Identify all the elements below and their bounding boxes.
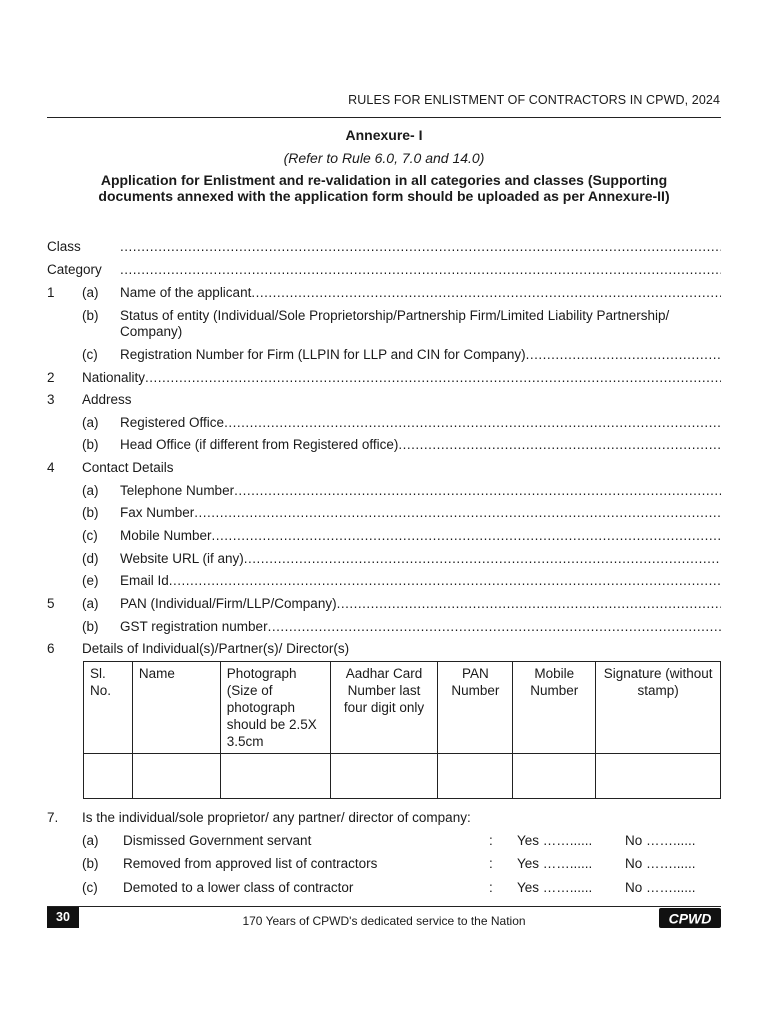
address-label: Address [82,392,132,407]
table-header-cell: Name [132,662,220,754]
registered-office-fill-line[interactable] [224,415,721,431]
details-label: Details of Individual(s)/Partner(s)/ Director(s) [82,641,350,656]
header-title: RULES FOR ENLISTMENT OF CONTRACTORS IN CPWD, 2024 [348,93,720,107]
item-number: 5 [47,596,55,611]
footer-divider [47,906,721,907]
yes-option[interactable]: Yes ……...... [517,833,593,848]
question-item-text: Demoted to a lower class of contractor [123,880,354,895]
pan-label: PAN (Individual/Firm/LLP/Company) [120,596,337,611]
pan-fill-line[interactable] [337,596,721,612]
footer-tagline: 170 Years of CPWD's dedicated service to the Nation [242,914,526,928]
class-label: Class [47,239,81,254]
nationality-label: Nationality [82,370,146,385]
table-header-cell: Aadhar Card Number last four digit only [330,662,438,754]
page-number: 30 [47,907,79,928]
category-label: Category [47,262,102,277]
registered-office-label: Registered Office [120,415,225,430]
sub-item-label: (b) [82,856,99,871]
table-header-cell: Photograph (Size of photograph should be 2.5X 3.5cm [220,662,330,754]
colon-separator: : [489,880,493,895]
contact-details-label: Contact Details [82,460,174,475]
no-option[interactable]: No ……...... [625,833,696,848]
table-cell[interactable] [438,754,513,799]
yes-option[interactable]: Yes ……...... [517,856,593,871]
sub-item-label: (a) [82,415,99,430]
sub-item-label: (a) [82,833,99,848]
sub-item-label: (a) [82,596,99,611]
item-number: 2 [47,370,55,385]
table-cell[interactable] [220,754,330,799]
entity-status-field[interactable] [47,308,721,342]
table-cell[interactable] [84,754,133,799]
table-cell[interactable] [330,754,438,799]
applicant-name-label: Name of the applicant [120,285,252,300]
class-fill-line[interactable] [120,239,721,255]
sub-item-label: (c) [82,528,98,543]
annexure-heading: Application for Enlistment and re-validation in all categories and classes (Supporting documents annexed with the application form should be uploaded as per Annexure-II) [98,172,670,204]
details-table [83,661,721,799]
mobile-label: Mobile Number [120,528,212,543]
sub-item-label: (c) [82,347,98,362]
sub-item-label: (e) [82,573,99,588]
no-option[interactable]: No ……...... [625,856,696,871]
table-header-cell: PAN Number [438,662,513,754]
header-divider [47,117,721,118]
table-header-cell: Mobile Number [513,662,596,754]
email-fill-line[interactable] [169,573,721,589]
sub-item-label: (a) [82,483,99,498]
table-header-cell: Signature (without stamp) [596,662,721,754]
item-number: 1 [47,285,55,300]
sub-item-label: (b) [82,437,99,452]
fax-fill-line[interactable] [194,505,721,521]
sub-item-label: (d) [82,551,99,566]
question-7-text: Is the individual/sole proprietor/ any partner/ director of company: [82,810,471,825]
mobile-fill-line[interactable] [212,528,721,544]
annexure-title: Annexure- I [345,127,423,143]
table-cell[interactable] [596,754,721,799]
colon-separator: : [489,856,493,871]
cpwd-logo-icon [659,908,721,928]
item-number: 7. [47,810,59,825]
yes-option[interactable]: Yes ……...... [517,880,593,895]
website-fill-line[interactable] [244,551,721,567]
sub-item-label: (b) [82,505,99,520]
head-office-label: Head Office (if different from Registered office) [120,437,399,452]
category-fill-line[interactable] [120,262,721,278]
nationality-fill-line[interactable] [145,370,721,386]
table-row [84,754,721,799]
registration-number-label: Registration Number for Firm (LLPIN for LLP and CIN for Company) [120,347,526,362]
sub-item-label: (a) [82,285,99,300]
sub-item-label: (c) [82,880,98,895]
table-cell[interactable] [513,754,596,799]
sub-item-label: (b) [82,619,99,634]
item-number: 4 [47,460,55,475]
table-header-cell: Sl. No. [84,662,133,754]
fax-label: Fax Number [120,505,195,520]
item-number: 6 [47,641,55,656]
applicant-name-fill-line[interactable] [251,285,721,301]
sub-item-label: (b) [82,308,99,323]
telephone-label: Telephone Number [120,483,235,498]
head-office-fill-line[interactable] [398,437,721,453]
logo-text: CPWD [668,910,712,927]
colon-separator: : [489,833,493,848]
item-number: 3 [47,392,55,407]
table-cell[interactable] [132,754,220,799]
email-label: Email Id [120,573,169,588]
entity-status-label: Status of entity (Individual/Sole Proprietorship/Partnership Firm/Limited Liability Partnership/ Company) [120,308,670,339]
question-item-text: Dismissed Government servant [123,833,312,848]
registration-number-fill-line[interactable] [526,347,721,363]
telephone-fill-line[interactable] [234,483,721,499]
no-option[interactable]: No ……...... [625,880,696,895]
annexure-reference: (Refer to Rule 6.0, 7.0 and 14.0) [283,150,485,166]
question-item-text: Removed from approved list of contractors [123,856,378,871]
gst-label: GST registration number [120,619,268,634]
gst-fill-line[interactable] [268,619,721,635]
website-label: Website URL (if any) [120,551,244,566]
table-header-row [84,662,721,754]
